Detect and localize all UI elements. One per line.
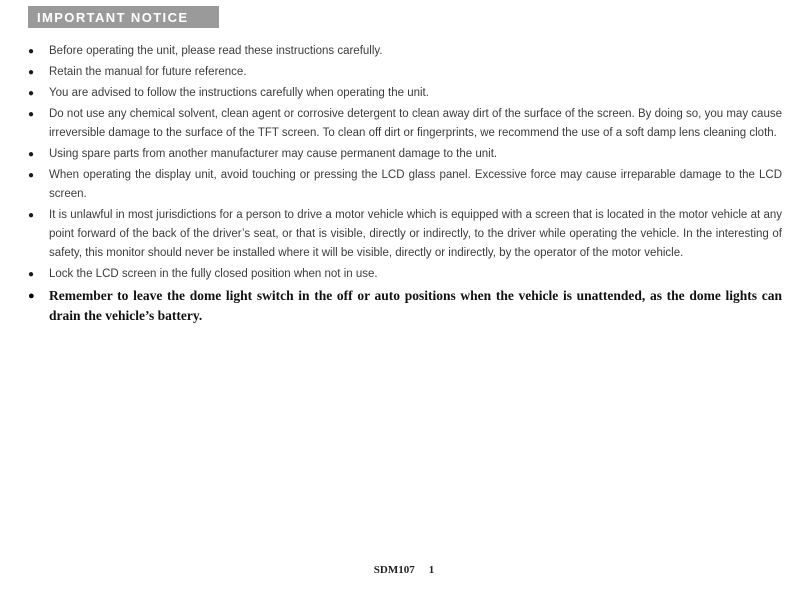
list-item — [28, 265, 782, 284]
bullet-list — [28, 42, 782, 328]
list-item — [28, 286, 782, 326]
bullet-text: When operating the display unit, avoid touching or pressing the LCD glass panel. Excessive force may cause irreparable damage to the LCD screen. — [49, 169, 782, 200]
bullet-text: Do not use any chemical solvent, clean agent or corrosive detergent to clean away dirt of the surface of the screen. By doing so, you may cause irreversible damage to the surface of the TFT screen. To clean off dirt or fingerprints, we recommend the use of a soft damp lens cleaning cloth. — [49, 108, 782, 139]
notice-header-bar — [28, 6, 219, 28]
bullet-icon: ● — [28, 170, 35, 181]
bullet-icon: ● — [28, 290, 35, 302]
bullet-text: Remember to leave the dome light switch in the off or auto positions when the vehicle is unattended, as the dome lights can drain the vehicle’s battery. — [49, 288, 782, 323]
list-item — [28, 145, 782, 164]
bullet-text: Using spare parts from another manufacturer may cause permanent damage to the unit. — [49, 148, 498, 160]
bullet-icon: ● — [28, 149, 35, 160]
page-title: IMPORTANT NOTICE — [37, 9, 189, 25]
bullet-icon: ● — [28, 109, 35, 120]
bullet-icon: ● — [28, 67, 35, 78]
bullet-icon: ● — [28, 88, 35, 99]
bullet-text: You are advised to follow the instructions carefully when operating the unit. — [49, 87, 429, 99]
bullet-text: Lock the LCD screen in the fully closed position when not in use. — [49, 268, 378, 280]
bullet-text: Retain the manual for future reference. — [49, 66, 247, 78]
list-item — [28, 166, 782, 204]
list-item — [28, 63, 782, 82]
list-item — [28, 84, 782, 103]
list-item — [28, 206, 782, 263]
bullet-icon: ● — [28, 269, 35, 280]
bullet-icon: ● — [28, 210, 35, 221]
list-item — [28, 42, 782, 61]
footer-model-number: SDM107 — [373, 564, 415, 576]
list-item — [28, 105, 782, 143]
footer-page-number: 1 — [428, 564, 435, 576]
page-footer — [0, 564, 808, 576]
bullet-text: It is unlawful in most jurisdictions for a person to drive a motor vehicle which is equipped with a screen that is located in the motor vehicle at any point forward of the back of the driver’s seat, or that is visible, directly or indirectly, to the driver while operating the vehicle. In the interesting of safety, this monitor should never be installed where it will be visible, directly or indirectly, by the operator of the motor vehicle. — [49, 209, 782, 259]
bullet-icon: ● — [28, 46, 35, 57]
bullet-text: Before operating the unit, please read these instructions carefully. — [49, 45, 383, 57]
